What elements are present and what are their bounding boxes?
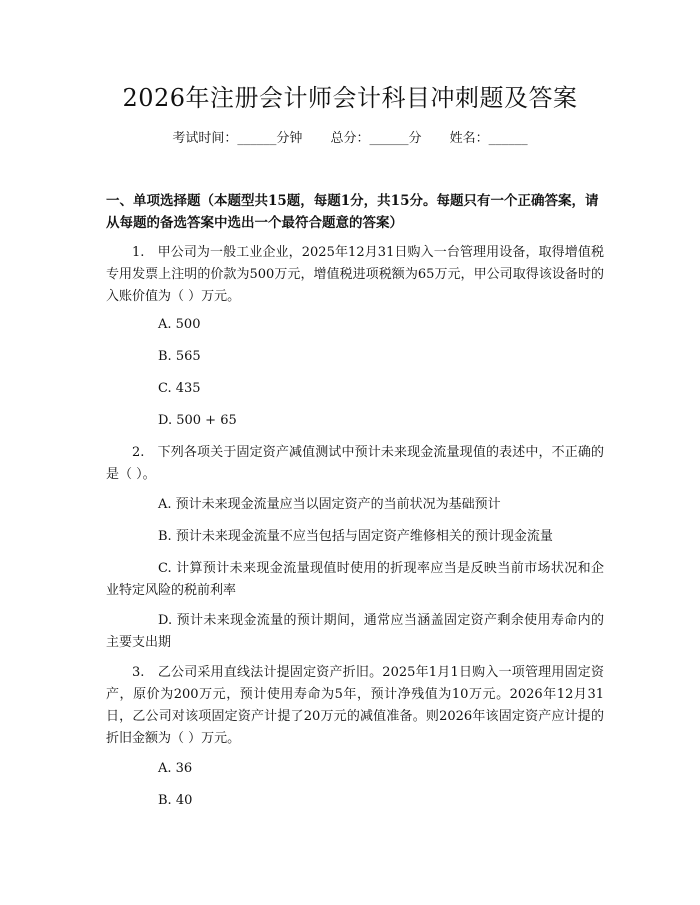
question-2-option-d: D. 预计未来现金流量的预计期间，通常应当涵盖固定资产剩余使用寿命内的主要支出期 (106, 613, 604, 650)
question-2-option-b: B. 预计未来现金流量不应当包括与固定资产维修相关的预计现金流量 (158, 529, 553, 544)
question-3-option-b: B. 40 (158, 793, 193, 808)
student-name-field: 姓名：______ (449, 131, 528, 146)
exam-time-field: 考试时间：______分钟 (172, 131, 303, 146)
section-heading: 一、单项选择题（本题型共15题，每题1分，共15分。每题只有一个正确答案，请从每题的备选答案中选出一个最符合题意的答案） (106, 193, 599, 231)
question-1-option-c: C. 435 (158, 381, 201, 396)
question-1-stem: 1. 甲公司为一般工业企业，2025年12月31日购入一台管理用设备，取得增值税专用发票上注明的价款为500万元，增值税进项税额为65万元，甲公司取得该设备时的入账价值为（ ）万元。 (106, 245, 604, 304)
total-score-field: 总分：______分 (330, 131, 422, 146)
page-title: 2026年注册会计师会计科目冲刺题及答案 (122, 84, 578, 112)
question-2-stem: 2. 下列各项关于固定资产减值测试中预计未来现金流量现值的表述中，不正确的是（ ）。 (106, 445, 604, 482)
question-2-option-c: C. 计算预计未来现金流量现值时使用的折现率应当是反映当前市场状况和企业特定风险的税前利率 (106, 561, 604, 598)
question-2-option-a: A. 预计未来现金流量应当以固定资产的当前状况为基础预计 (158, 497, 501, 512)
question-3-option-a: A. 36 (158, 761, 193, 776)
question-3-stem: 3. 乙公司采用直线法计提固定资产折旧。2025年1月1日购入一项管理用固定资产，原价为200万元，预计使用寿命为5年，预计净残值为10万元。2026年12月31日，乙公司对该项固定资产计提了20万元的减值准备。则2026年该固定资产应计提的折旧金额为（ ）万元。 (106, 665, 604, 746)
exam-info-line (0, 128, 700, 150)
question-1-option-d: D. 500 + 65 (158, 413, 237, 428)
question-1-option-a: A. 500 (158, 317, 201, 332)
question-1-option-b: B. 565 (158, 349, 201, 364)
